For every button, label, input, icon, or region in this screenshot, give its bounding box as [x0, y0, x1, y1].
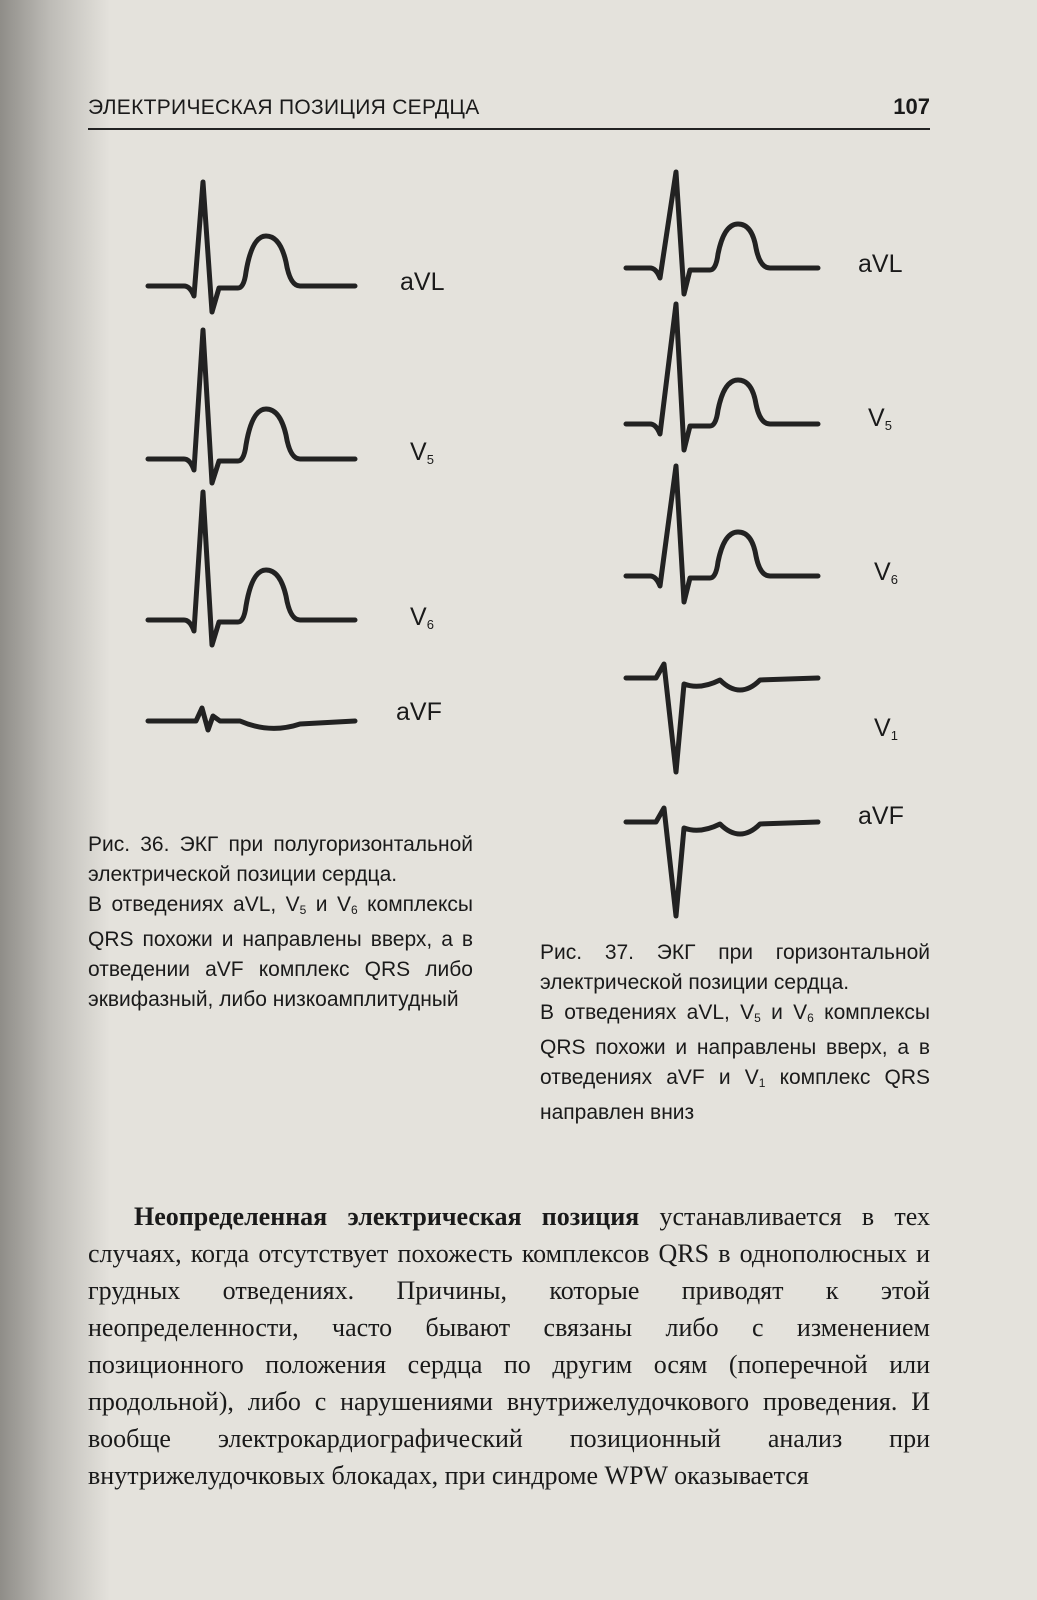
- running-header-title: ЭЛЕКТРИЧЕСКАЯ ПОЗИЦИЯ СЕРДЦА: [88, 96, 480, 119]
- fig36-caption-text: В отведениях aVL, $V_5$ и $V_6$ комплексы QRS похожи и направлены вверх, а в отведении aVF комплекс QRS либо эквифазный, либо низкоамплитудный: [88, 893, 473, 1011]
- fig37-ecg-trace-avf: [626, 808, 818, 916]
- body-bold-term: Неопределенная электрическая позиция: [134, 1202, 640, 1231]
- fig37-caption-text: В отведениях aVL, $V_5$ и $V_6$ комплексы QRS похожи и направлены вверх, а в отведениях aVF и $V_1$ комплекс QRS направлен вниз: [540, 1001, 931, 1124]
- fig37-caption-title: Рис. 37. ЭКГ при горизонтальной электрической позиции сердца.: [540, 941, 930, 994]
- fig37-lead-label-avf: aVF: [858, 802, 904, 830]
- fig36-caption-title: Рис. 36. ЭКГ при полугоризонтальной электрической позиции сердца.: [88, 833, 473, 886]
- fig37-lead-label-avl: aVL: [858, 250, 903, 278]
- fig36-lead-label-v5: $V_5$: [410, 438, 434, 467]
- page-number: 107: [893, 94, 930, 119]
- fig37-ecg-trace-v5: [626, 304, 818, 450]
- fig37-caption: [540, 938, 930, 1128]
- fig36-lead-label-avl: aVL: [400, 268, 445, 296]
- fig37-ecg-trace-avl: [626, 172, 818, 294]
- fig37-lead-label-v6: $V_6$: [874, 558, 898, 587]
- body-paragraph-text: устанавливается в тех случаях, когда отсутствует похожесть комплексов QRS в однополюсных и грудных отведениях. Причины, которые приводят к этой неопределенности, часто бывают связаны либо с изменением позиционного положения сердца по другим осям (поперечной или продольной), либо с нарушениями внутрижелудочкового проведения. И вообще электрокардиографический позиционный анализ при внутрижелудочковых блокадах, при синдроме WPW оказывается: [88, 1202, 930, 1490]
- fig37-lead-label-v5: $V_5$: [868, 404, 892, 433]
- fig36-lead-label-avf: aVF: [396, 698, 442, 726]
- fig36-ecg-trace-avf: [148, 708, 355, 730]
- fig36-ecg-trace-avl: [148, 182, 355, 312]
- fig37-lead-label-v1: $V_1$: [874, 714, 898, 743]
- fig36-ecg-trace-v6: [148, 492, 355, 645]
- fig36-ecg-trace-v5: [148, 330, 355, 483]
- body-paragraph: [88, 1198, 930, 1494]
- fig36-lead-label-v6: $V_6$: [410, 603, 434, 632]
- fig36-caption: [88, 830, 473, 1015]
- fig37-ecg-trace-v6: [626, 466, 818, 602]
- fig37-ecg-trace-v1: [626, 664, 818, 772]
